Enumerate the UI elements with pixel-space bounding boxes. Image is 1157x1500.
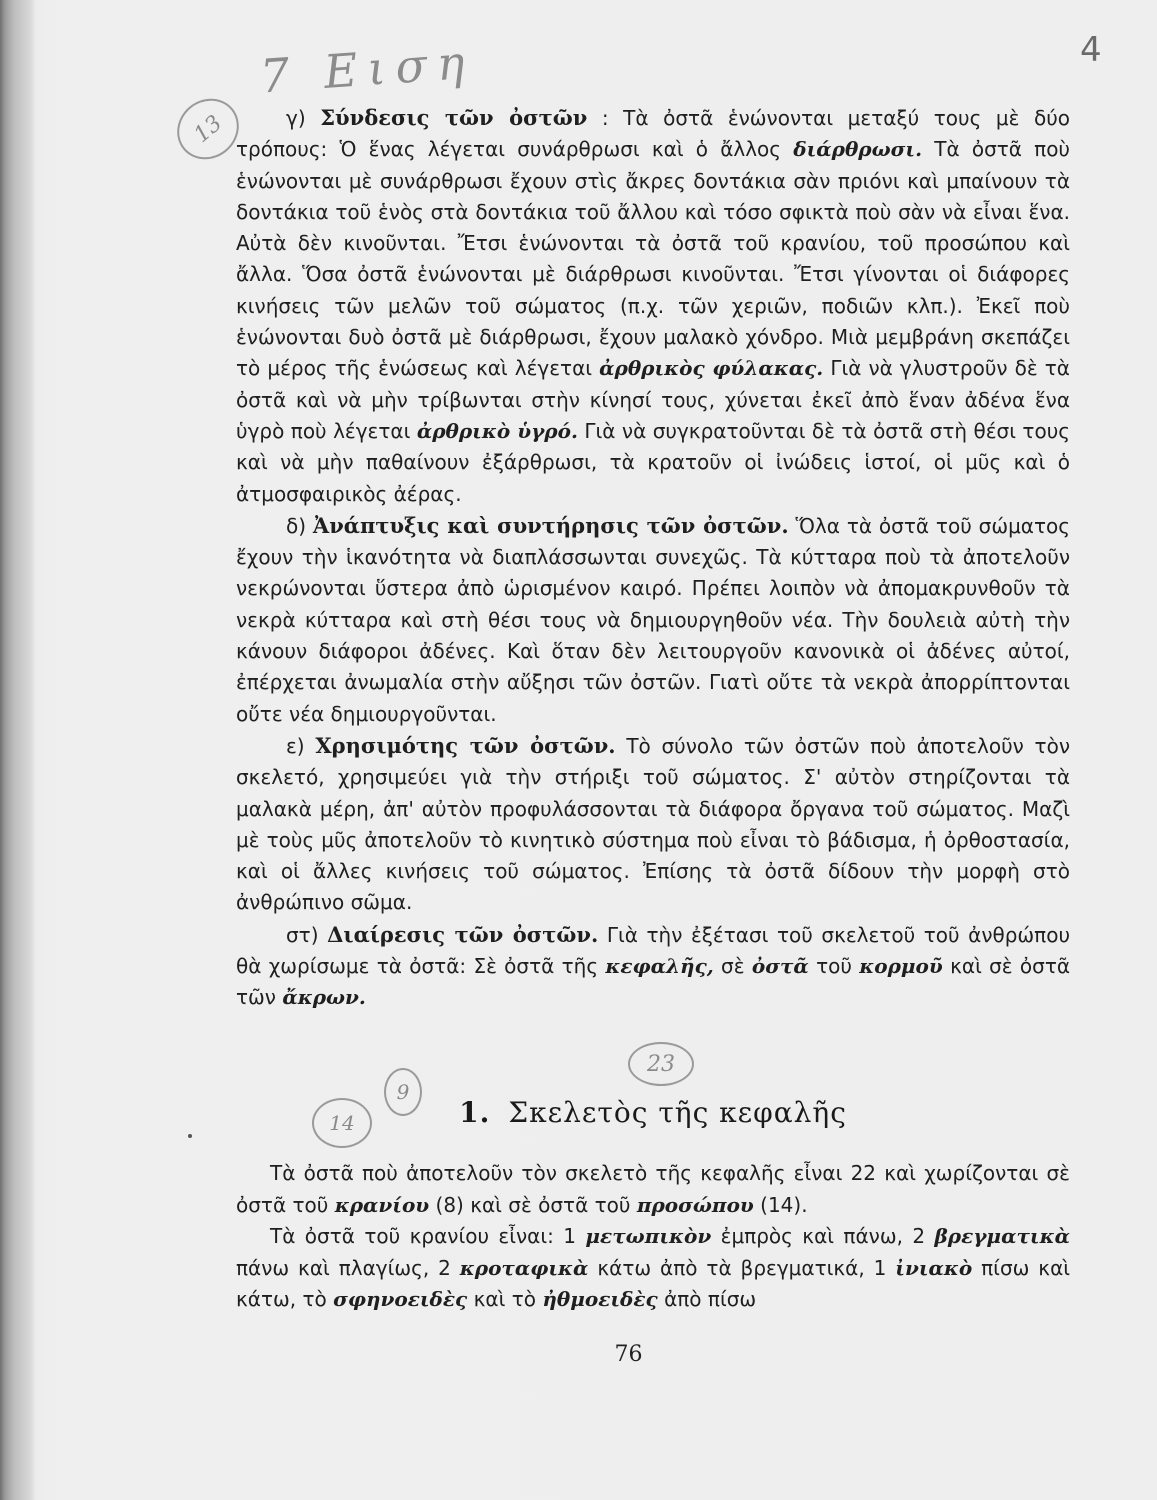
handwritten-note-top: 7 Ειση: [258, 34, 477, 104]
paragraph-text: : Τὰ ὀστᾶ ἑνώνονται μεταξύ τους μὲ δύο τρόπους: Ὁ ἕνας λέγεται συνάρθρωσι καὶ ὁ ἄλλος: [236, 106, 1071, 162]
paragraph-usefulness: [236, 730, 1070, 919]
circled-note-14: 14: [312, 1098, 372, 1148]
paragraph-text: σὲ: [721, 954, 745, 979]
emphasis-term: σφηνοειδὲς: [333, 1287, 468, 1311]
circled-note-9: 9: [384, 1068, 422, 1116]
paragraph-text: τοῦ: [816, 954, 852, 979]
emphasis-term: κροταφικὰ: [459, 1255, 589, 1280]
emphasis-term: κρανίου: [334, 1192, 430, 1217]
paragraph-growth: [236, 510, 1070, 730]
item-label: δ): [286, 513, 307, 538]
emphasis-term: ὀστᾶ: [751, 954, 809, 979]
emphasis-term: κορμοῦ: [859, 954, 943, 979]
circled-note-23: 23: [628, 1042, 694, 1086]
paragraph-text: Τὸ σύνολο τῶν ὀστῶν ποὺ ἀποτελοῦν τὸν σκελετό, χρησιμεύει γιὰ τὴν στήριξι τοῦ σώματος. Σ' αὐτὸν στηρίζονται τὰ μαλακὰ μέρη, ἀπ' αὐτὸν προφυλάσσονται τὰ διάφορα ὄργανα τοῦ σώματος. Μαζὶ μὲ τοὺς μῦς ἀποτελοῦν τὸ κινητικὸ σύστημα ποὺ εἶναι τὸ βάδισμα, ἡ ὀρθοστασία, καὶ οἱ ἄλλες κινήσεις τοῦ σώματος. Ἐπίσης τὰ ὀστᾶ δίδουν τὴν μορφὴ στὸ ἀνθρώπινο σῶμα.: [236, 733, 1071, 915]
paragraph-text: Τὰ ὀστᾶ ποὺ ἀποτελοῦν τὸν σκελετὸ τῆς κεφαλῆς εἶναι 22 καὶ χωρίζονται σὲ ὀστᾶ τοῦ: [236, 1161, 1070, 1217]
paragraph-head-bones: [236, 1158, 1070, 1221]
section-number: 1.: [459, 1096, 491, 1129]
paragraph-text: Τὰ ὀστᾶ ποὺ ἑνώνονται μὲ συνάρθρωσι ἔχουν στὶς ἄκρες δοντάκια σὰν πριόνι καὶ μπαίνουν τὰ δοντάκια τοῦ ἑνὸς στὰ δοντάκια τοῦ ἄλλου καὶ τόσο σφικτὰ ποὺ σὰν νὰ εἶναι ἕνα. Αὐτὰ δὲν κινοῦνται. Ἔτσι ἑνώνονται τὰ ὀστᾶ τοῦ κρανίου, τοῦ προσώπου καὶ ἄλλα. Ὅσα ὀστᾶ ἑνώνονται μὲ διάρθρωσι κινοῦνται. Ἔτσι γίνονται οἱ διάφορες κινήσεις τῶν μελῶν τοῦ σώματος (π.χ. τῶν χεριῶν, ποδιῶν κλπ.). Ἐκεῖ ποὺ ἑνώνονται δυὸ ὀστᾶ μὲ διάρθρωσι, ἔχουν μαλακὸ χόνδρο. Μιὰ μεμβράνη σκεπάζει τὸ μέρος τῆς ἑνώσεως καὶ λέγεται: [236, 137, 1071, 381]
paragraph-text: Γιὰ τὴν ἐξέτασι τοῦ σκελετοῦ τοῦ ἀνθρώπου θὰ χωρίσωμε τὰ ὀστᾶ: Σὲ ὀστᾶ τῆς: [236, 922, 1071, 979]
section-body-text: [236, 1158, 1070, 1316]
paragraph-division: [236, 919, 1070, 1014]
section-title: [236, 1096, 1070, 1129]
paragraph-text: ἀπὸ πίσω: [664, 1287, 757, 1311]
circled-note-13: 13: [165, 86, 251, 172]
paragraph-text: καὶ τὸ: [473, 1287, 536, 1311]
emphasis-term: μετωπικὸν: [585, 1224, 712, 1248]
paragraph-text: (8) καὶ σὲ ὀστᾶ τοῦ: [435, 1192, 631, 1217]
paragraph-text: πίσω καὶ κάτω, τὸ: [236, 1255, 1071, 1311]
handwritten-corner-mark: 4: [1080, 30, 1102, 70]
paragraph-text: κάτω ἀπὸ τὰ βρεγματικά, 1: [597, 1255, 887, 1280]
emphasis-term: κεφαλῆς,: [605, 954, 714, 979]
section-title-text: Σκελετὸς τῆς κεφαλῆς: [508, 1096, 847, 1129]
paragraph-text: καὶ σὲ ὀστᾶ τῶν: [236, 954, 1071, 1010]
paragraph-text: ἐμπρὸς καὶ πάνω, 2: [720, 1224, 926, 1248]
emphasis-term: ἠθμοειδὲς: [542, 1287, 658, 1311]
paragraph-heading: Ἀνάπτυξις καὶ συντήρησις τῶν ὀστῶν.: [312, 512, 789, 538]
paragraph-text: Γιὰ νὰ γλυστροῦν δὲ τὰ ὀστᾶ καὶ νὰ μὴν τρίβωνται στὴν κίνησί τους, χύνεται ἐκεῖ ἀπὸ ἕναν ἀδένα ἕνα ὑγρὸ ποὺ λέγεται: [236, 356, 1070, 443]
page-number: 76: [614, 1342, 643, 1367]
item-label: ε): [286, 733, 305, 758]
emphasis-term: ἀρθρικὸ ὑγρό.: [416, 418, 578, 443]
paragraph-heading: Σύνδεσις τῶν ὀστῶν: [320, 105, 588, 130]
paragraph-heading: Διαίρεσις τῶν ὀστῶν.: [327, 921, 599, 947]
emphasis-term: ἀρθρικὸς φύλακας.: [599, 356, 824, 381]
ink-speck: [188, 1134, 192, 1138]
paragraph-text: Γιὰ νὰ συγκρατοῦνται δὲ τὰ ὀστᾶ στὴ θέσι τους καὶ νὰ μὴν παθαίνουν ἐξάρθρωσι, τὰ κρατοῦν οἱ ἰνώδεις ἱστοί, οἱ μῦς καὶ ὁ ἀτμοσφαιρικὸς ἀέρας.: [236, 418, 1071, 506]
paragraph-joints: [236, 102, 1070, 510]
paragraph-heading: Χρησιμότης τῶν ὀστῶν.: [315, 732, 616, 758]
paragraph-text: πάνω καὶ πλαγίως, 2: [236, 1255, 451, 1280]
item-label: γ): [286, 106, 306, 130]
emphasis-term: βρεγματικὰ: [934, 1224, 1070, 1248]
emphasis-term: ἄκρων.: [282, 985, 366, 1010]
item-label: στ): [286, 922, 319, 947]
paragraph-text: Τὰ ὀστᾶ τοῦ κρανίου εἶναι: 1: [270, 1224, 576, 1248]
paragraph-text: Ὅλα τὰ ὀστᾶ τοῦ σώματος ἔχουν τὴν ἱκανότητα νὰ διαπλάσσωνται συνεχῶς. Τὰ κύτταρα ποὺ τὰ ἀποτελοῦν νεκρώνονται ὕστερα ἀπὸ ὡρισμένον καιρό. Πρέπει λοιπὸν νὰ ἀπομακρυνθοῦν τὰ νεκρὰ κύτταρα καὶ στὴ θέσι τους νὰ δημιουργηθοῦν νέα. Τὴν δουλειὰ αὐτὴ τὴν κάνουν διάφοροι ἀδένες. Καὶ ὅταν δὲν λειτουργοῦν κανονικὰ οἱ ἀδένες αὐτοί, ἐπέρχεται ἀνωμαλία στὴν αὔξησι τῶν ὀστῶν. Γιατὶ οὔτε τὰ νεκρὰ ἀπορρίπτονται οὔτε νέα δημιουργοῦνται.: [236, 513, 1070, 726]
emphasis-term: διάρθρωσι.: [793, 137, 923, 162]
emphasis-term: ἰνιακὸ: [895, 1255, 973, 1280]
page-binding-shadow: [0, 0, 36, 1500]
body-text: [236, 102, 1070, 1014]
paragraph-text: (14).: [760, 1192, 808, 1217]
emphasis-term: προσώπου: [636, 1192, 754, 1217]
paragraph-cranium-bones: [236, 1221, 1070, 1316]
